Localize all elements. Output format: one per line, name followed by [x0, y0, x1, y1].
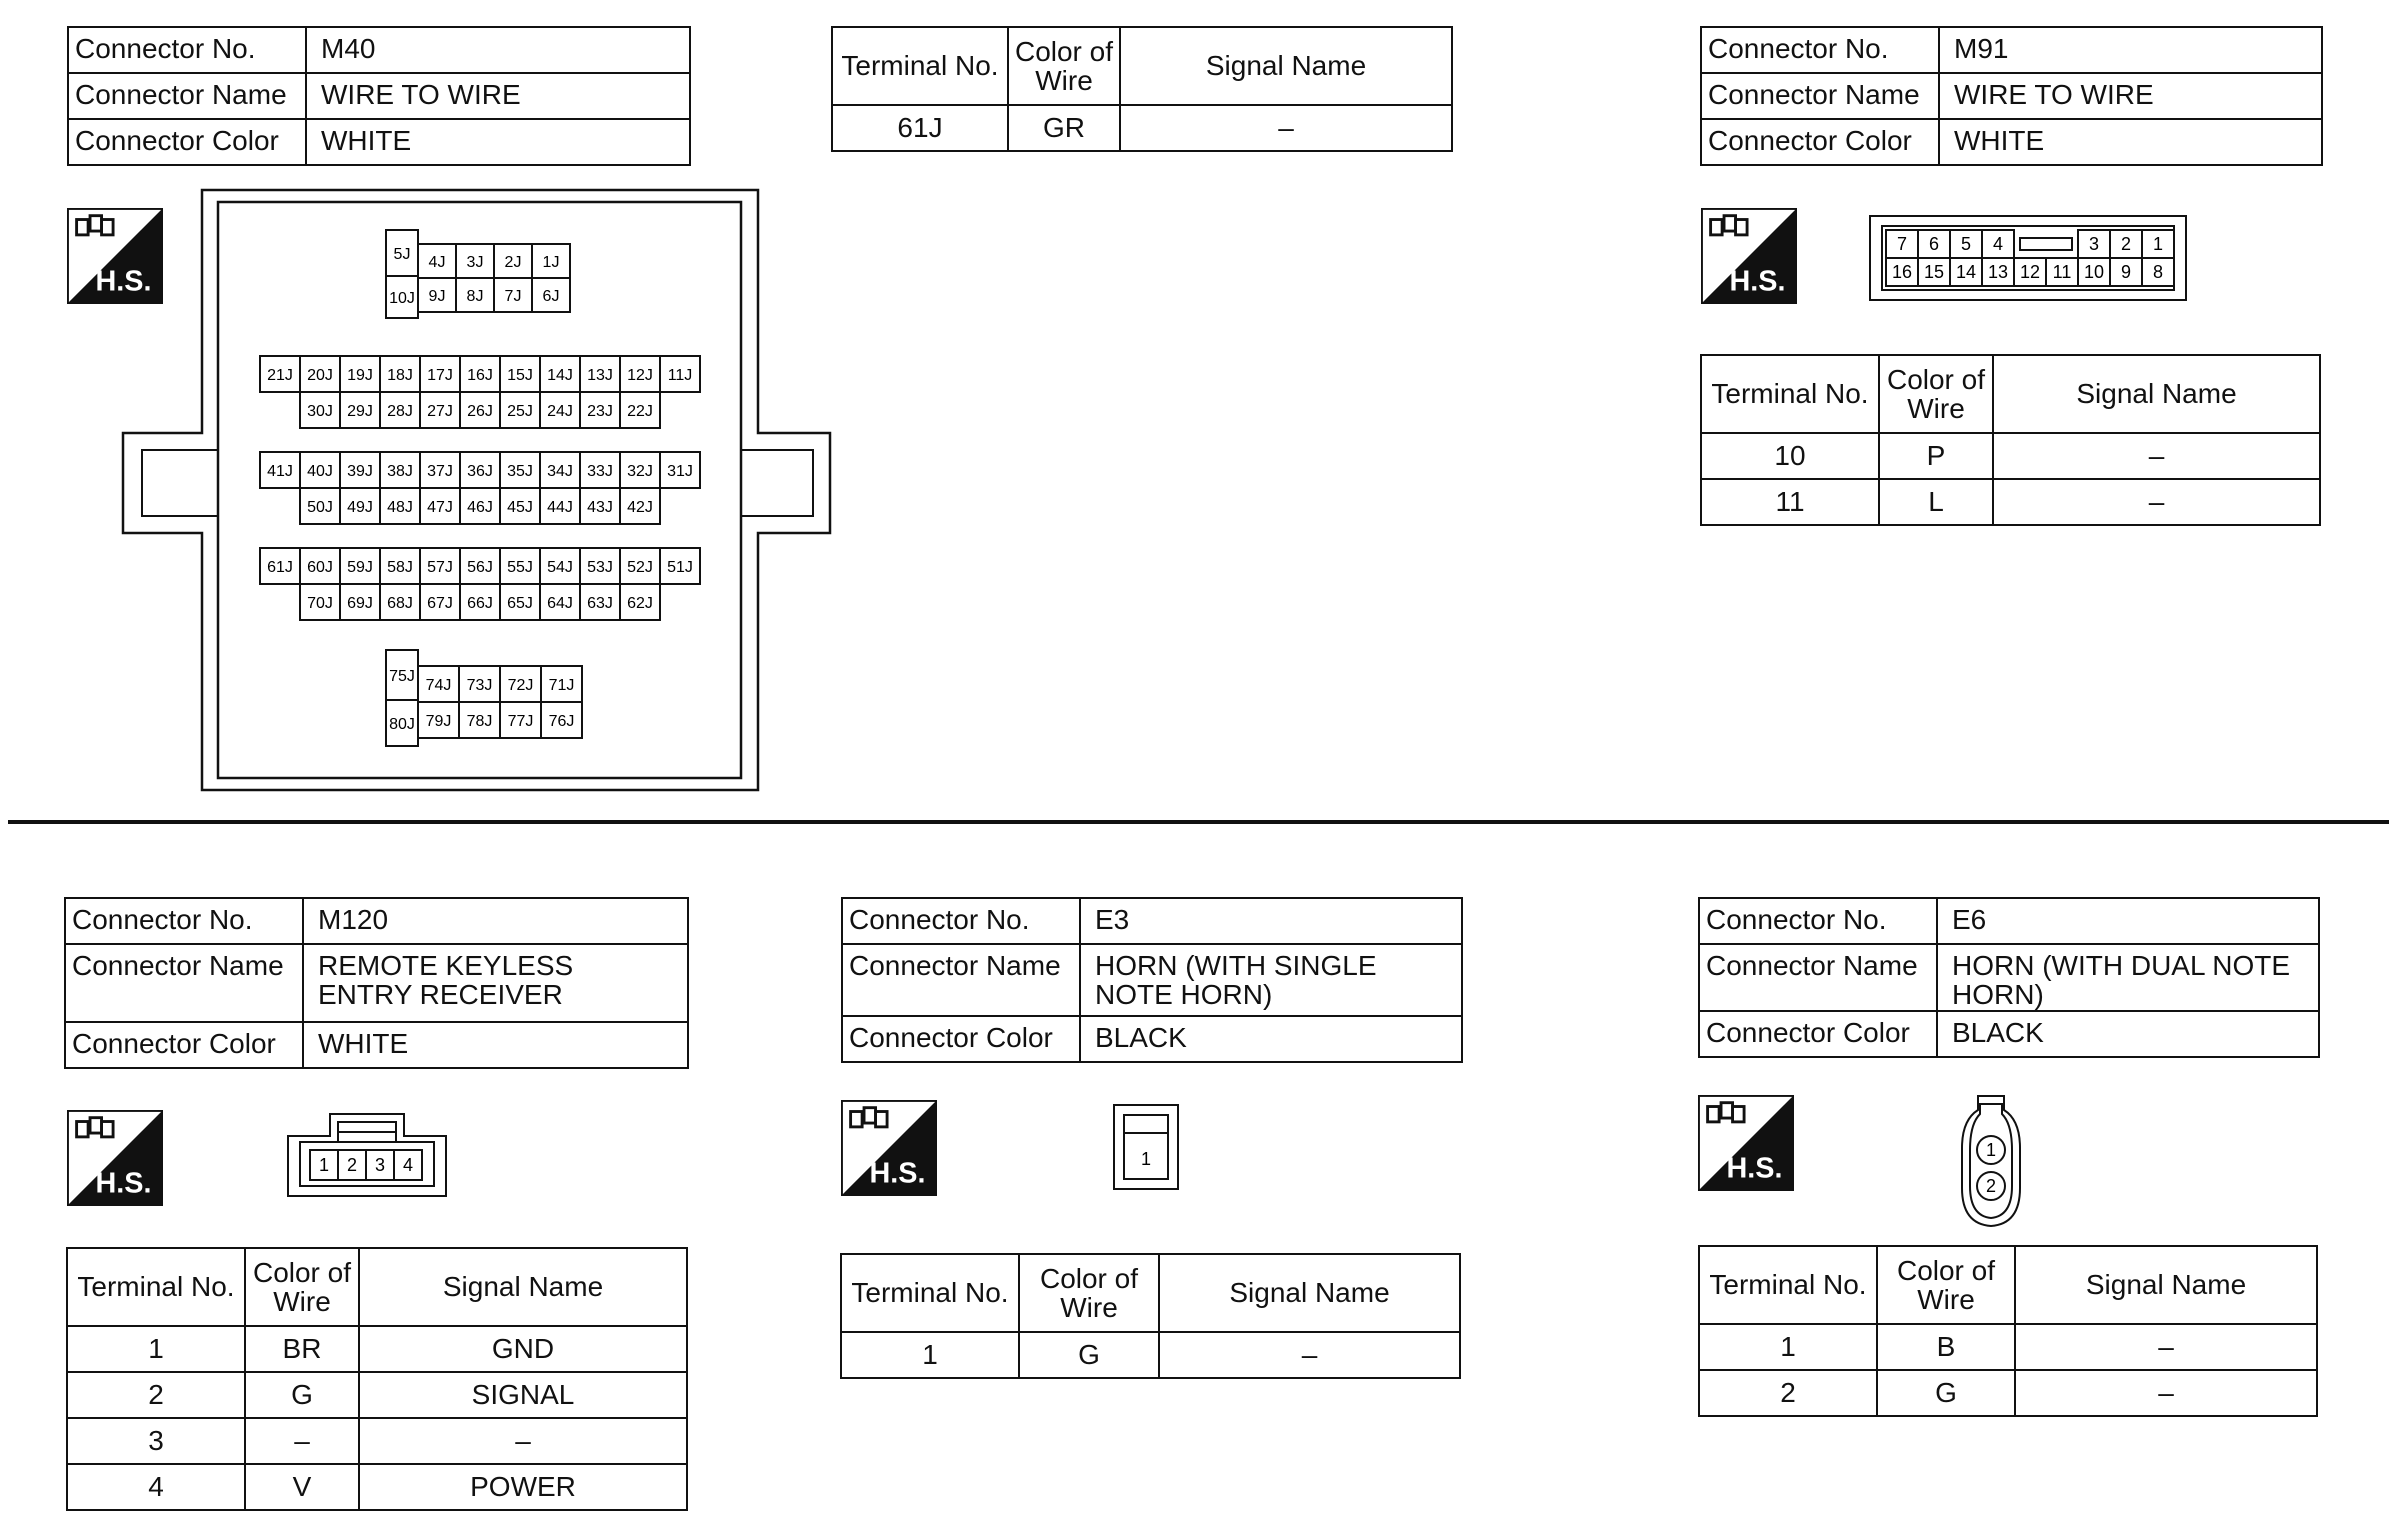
signal-name: – — [1993, 479, 2320, 525]
pin-label: 12 — [2019, 262, 2041, 282]
pin-label: 55J — [507, 559, 533, 576]
header-signal-name: Signal Name — [359, 1248, 687, 1326]
signal-name: – — [359, 1418, 687, 1464]
pin-label: 79J — [425, 713, 452, 730]
table-row — [67, 1372, 687, 1418]
pin-label: 47J — [427, 499, 453, 516]
pin-label: 7J — [504, 288, 522, 305]
pin-label: 49J — [347, 499, 373, 516]
m91-info-table — [1700, 26, 2323, 166]
m120-info-table — [64, 897, 689, 1069]
hs-label: H.S. — [95, 1167, 152, 1200]
pin-label: 3J — [466, 254, 484, 271]
pin-label: 12J — [627, 367, 653, 384]
pin-label: 80J — [389, 716, 415, 733]
label-connector-no: Connector No. — [1701, 27, 1939, 73]
signal-name: – — [1993, 433, 2320, 479]
pin-label: 54J — [547, 559, 573, 576]
table-row — [832, 105, 1452, 151]
pin-label: 34J — [547, 463, 573, 480]
pin-label: 42J — [627, 499, 653, 516]
connector-no: M40 — [306, 27, 690, 73]
pin-label: 8 — [2152, 262, 2164, 282]
pin-label: 78J — [466, 713, 493, 730]
terminal-no: 10 — [1701, 433, 1879, 479]
hs-label: H.S. — [1729, 265, 1786, 298]
e6-connector-face — [1958, 1092, 2024, 1232]
header-terminal-no: Terminal No. — [1701, 355, 1879, 433]
m40-pin-grid — [260, 230, 700, 746]
header-terminal-no: Terminal No. — [67, 1248, 245, 1326]
pin-label: 56J — [467, 559, 493, 576]
e6-info-table — [1698, 897, 2320, 1058]
pin-label: 61J — [267, 559, 293, 576]
terminal-no: 1 — [841, 1332, 1019, 1378]
header-color-of-wire: Color of Wire — [245, 1248, 359, 1326]
table-row — [1699, 1370, 2317, 1416]
pin-label: 60J — [307, 559, 333, 576]
header-color-of-wire: Color of Wire — [1008, 27, 1120, 105]
pin-label: 52J — [627, 559, 653, 576]
pin-label: 67J — [427, 595, 453, 612]
pin-label: 31J — [667, 463, 693, 480]
pin-label: 3 — [374, 1155, 386, 1175]
pin-label: 36J — [467, 463, 493, 480]
e3-pin — [1141, 1149, 1151, 1169]
table-row — [67, 1326, 687, 1372]
pin-label: 3 — [2088, 234, 2100, 254]
pin-label: 4J — [428, 254, 446, 271]
pin-label: 70J — [307, 595, 333, 612]
header-color-of-wire: Color of Wire — [1877, 1246, 2015, 1324]
wire-color: G — [245, 1372, 359, 1418]
wire-color: P — [1879, 433, 1993, 479]
m91-terminal-table — [1700, 354, 2321, 526]
pin-label: 27J — [427, 403, 453, 420]
terminal-no: 4 — [67, 1464, 245, 1510]
pin-label: 40J — [307, 463, 333, 480]
connector-no: M120 — [303, 898, 688, 944]
connector-color: WHITE — [306, 119, 690, 165]
terminal-no: 1 — [1699, 1324, 1877, 1370]
wire-color: L — [1879, 479, 1993, 525]
wire-color: B — [1877, 1324, 2015, 1370]
pin-label: 38J — [387, 463, 413, 480]
pin-label: 2J — [504, 254, 522, 271]
pin-label: 74J — [425, 677, 452, 694]
m120-connector-face — [286, 1110, 448, 1200]
pin-label: 16J — [467, 367, 493, 384]
header-terminal-no: Terminal No. — [841, 1254, 1019, 1332]
pin-label: 10 — [2083, 262, 2105, 282]
pin-label: 14J — [547, 367, 573, 384]
signal-name: – — [2015, 1370, 2317, 1416]
pin-label: 7 — [1896, 234, 1908, 254]
pin-label: 43J — [587, 499, 613, 516]
pin-label: 69J — [347, 595, 373, 612]
signal-name: – — [1120, 105, 1452, 151]
pin-label: 59J — [347, 559, 373, 576]
label-connector-color: Connector Color — [68, 119, 306, 165]
pin-label: 77J — [507, 713, 534, 730]
pin-label: 1 — [1985, 1140, 1997, 1160]
pin-label: 15J — [507, 367, 533, 384]
pin-label: 50J — [307, 499, 333, 516]
terminal-no: 3 — [67, 1418, 245, 1464]
pin-label: 15 — [1923, 262, 1945, 282]
table-row — [841, 1332, 1460, 1378]
terminal-no: 11 — [1701, 479, 1879, 525]
pin-label: 1 — [1140, 1149, 1152, 1169]
pin-label: 24J — [547, 403, 573, 420]
header-terminal-no: Terminal No. — [832, 27, 1008, 105]
pin-label: 71J — [548, 677, 575, 694]
harness-side-icon — [1698, 1095, 1794, 1191]
header-terminal-no: Terminal No. — [1699, 1246, 1877, 1324]
signal-name: – — [1159, 1332, 1460, 1378]
pin-label: 11J — [667, 367, 693, 384]
wire-color: G — [1019, 1332, 1159, 1378]
pin-label: 33J — [587, 463, 613, 480]
label-connector-name: Connector Name — [1699, 944, 1937, 1011]
wire-color: GR — [1008, 105, 1120, 151]
pin-label: 6J — [542, 288, 560, 305]
pin-label: 9J — [428, 288, 446, 305]
pin-label: 6 — [1928, 234, 1940, 254]
pin-label: 53J — [587, 559, 613, 576]
pin-label: 11 — [2052, 262, 2072, 282]
header-signal-name: Signal Name — [1120, 27, 1452, 105]
pin-label: 22J — [627, 403, 653, 420]
connector-color: WHITE — [1939, 119, 2322, 165]
pin-label: 25J — [507, 403, 533, 420]
m120-terminal-table — [66, 1247, 688, 1511]
e3-info-table — [841, 897, 1463, 1063]
label-connector-name: Connector Name — [1701, 73, 1939, 119]
harness-side-icon — [1701, 208, 1797, 304]
pin-label: 13J — [587, 367, 613, 384]
table-row — [1701, 433, 2320, 479]
header-signal-name: Signal Name — [1993, 355, 2320, 433]
harness-side-icon — [841, 1100, 937, 1196]
pin-label: 68J — [387, 595, 413, 612]
pin-label: 66J — [467, 595, 493, 612]
pin-label: 5J — [393, 246, 411, 263]
wire-color: BR — [245, 1326, 359, 1372]
pin-label: 18J — [387, 367, 413, 384]
pin-label: 20J — [307, 367, 333, 384]
connector-color: WHITE — [303, 1022, 688, 1068]
pin-label: 5 — [1960, 234, 1972, 254]
keyway — [2020, 238, 2072, 250]
pin-label: 4 — [402, 1155, 414, 1175]
m40-connector-face — [120, 188, 835, 798]
table-row — [67, 1418, 687, 1464]
pin-label: 37J — [427, 463, 453, 480]
m91-pin-grid — [1886, 230, 2174, 286]
pin-label: 35J — [507, 463, 533, 480]
terminal-no: 61J — [832, 105, 1008, 151]
pin-label: 63J — [587, 595, 613, 612]
signal-name: POWER — [359, 1464, 687, 1510]
terminal-no: 2 — [1699, 1370, 1877, 1416]
wire-color: V — [245, 1464, 359, 1510]
e6-pin-column — [1977, 1136, 2005, 1200]
label-connector-color: Connector Color — [842, 1016, 1080, 1062]
connector-name: REMOTE KEYLESS ENTRY RECEIVER — [303, 944, 688, 1022]
pin-label: 26J — [467, 403, 493, 420]
pin-label: 41J — [267, 463, 293, 480]
pin-label: 62J — [627, 595, 653, 612]
terminal-no: 1 — [67, 1326, 245, 1372]
pin-label: 1 — [318, 1155, 330, 1175]
m91-connector-face — [1868, 214, 2188, 304]
pin-label: 17J — [427, 367, 453, 384]
pin-label: 57J — [427, 559, 453, 576]
header-color-of-wire: Color of Wire — [1879, 355, 1993, 433]
label-connector-no: Connector No. — [65, 898, 303, 944]
pin-label: 51J — [667, 559, 693, 576]
pin-label: 23J — [587, 403, 613, 420]
pin-label: 28J — [387, 403, 413, 420]
connector-name: WIRE TO WIRE — [1939, 73, 2322, 119]
pin-label: 45J — [507, 499, 533, 516]
pin-label: 29J — [347, 403, 373, 420]
signal-name: – — [2015, 1324, 2317, 1370]
label-connector-color: Connector Color — [65, 1022, 303, 1068]
pin-label: 75J — [389, 668, 415, 685]
label-connector-name: Connector Name — [65, 944, 303, 1022]
connector-no: E3 — [1080, 898, 1462, 944]
pin-label: 48J — [387, 499, 413, 516]
connector-name: WIRE TO WIRE — [306, 73, 690, 119]
e3-connector-face — [1112, 1103, 1182, 1193]
pin-label: 8J — [466, 288, 484, 305]
pin-label: 76J — [548, 713, 575, 730]
hs-label: H.S. — [1726, 1152, 1783, 1185]
pin-label: 21J — [267, 367, 293, 384]
pin-label: 14 — [1955, 262, 1977, 282]
label-connector-color: Connector Color — [1701, 119, 1939, 165]
pin-label: 16 — [1891, 262, 1913, 282]
section-divider — [8, 820, 2389, 824]
label-connector-name: Connector Name — [68, 73, 306, 119]
pin-label: 30J — [307, 403, 333, 420]
table-row — [67, 1464, 687, 1510]
label-connector-no: Connector No. — [842, 898, 1080, 944]
signal-name: SIGNAL — [359, 1372, 687, 1418]
connector-color: BLACK — [1937, 1011, 2319, 1057]
wire-color: G — [1877, 1370, 2015, 1416]
connector-name: HORN (WITH DUAL NOTE HORN) — [1937, 944, 2319, 1011]
pin-label: 9 — [2120, 262, 2132, 282]
m120-pin-row — [310, 1150, 422, 1180]
header-signal-name: Signal Name — [1159, 1254, 1460, 1332]
e3-terminal-table — [840, 1253, 1461, 1379]
pin-label: 58J — [387, 559, 413, 576]
pin-label: 73J — [466, 677, 493, 694]
pin-label: 4 — [1992, 234, 2004, 254]
pin-label: 2 — [346, 1155, 358, 1175]
label-connector-color: Connector Color — [1699, 1011, 1937, 1057]
pin-label: 65J — [507, 595, 533, 612]
signal-name: GND — [359, 1326, 687, 1372]
wire-color: – — [245, 1418, 359, 1464]
pin-label: 72J — [507, 677, 534, 694]
harness-side-icon — [67, 1110, 163, 1206]
label-connector-no: Connector No. — [1699, 898, 1937, 944]
m40-terminal-table — [831, 26, 1453, 152]
pin-label: 46J — [467, 499, 493, 516]
pin-label: 10J — [389, 290, 415, 307]
connector-no: E6 — [1937, 898, 2319, 944]
table-row — [1701, 479, 2320, 525]
pin-label: 32J — [627, 463, 653, 480]
pin-label: 44J — [547, 499, 573, 516]
header-signal-name: Signal Name — [2015, 1246, 2317, 1324]
connector-color: BLACK — [1080, 1016, 1462, 1062]
hs-label: H.S. — [869, 1157, 926, 1190]
pin-label: 2 — [1985, 1176, 1997, 1196]
pin-label: 19J — [347, 367, 373, 384]
pin-label: 1 — [2152, 234, 2164, 254]
label-connector-no: Connector No. — [68, 27, 306, 73]
m40-info-table — [67, 26, 691, 166]
e6-terminal-table — [1698, 1245, 2318, 1417]
label-connector-name: Connector Name — [842, 944, 1080, 1016]
pin-label: 64J — [547, 595, 573, 612]
header-color-of-wire: Color of Wire — [1019, 1254, 1159, 1332]
connector-name: HORN (WITH SINGLE NOTE HORN) — [1080, 944, 1462, 1016]
pin-label: 13 — [1987, 262, 2009, 282]
connector-no: M91 — [1939, 27, 2322, 73]
hs-label: H.S. — [95, 265, 152, 298]
pin-label: 39J — [347, 463, 373, 480]
pin-label: 1J — [542, 254, 560, 271]
terminal-no: 2 — [67, 1372, 245, 1418]
pin-label: 2 — [2120, 234, 2132, 254]
table-row — [1699, 1324, 2317, 1370]
